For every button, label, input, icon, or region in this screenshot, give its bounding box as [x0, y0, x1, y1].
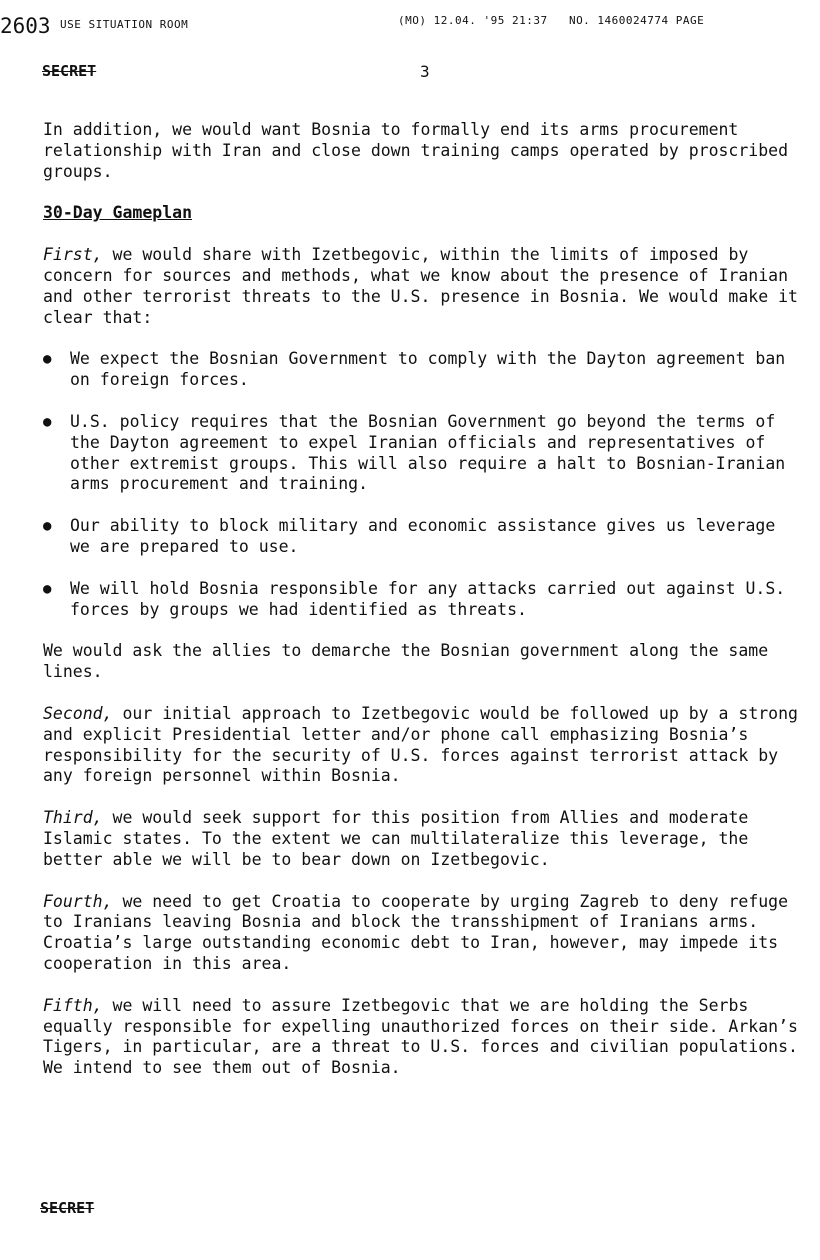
- bullet-text: We will hold Bosnia responsible for any attacks carried out against U.S. forces by groups we had identified as threats.: [70, 578, 786, 619]
- fourth-text: we need to get Croatia to cooperate by urging Zagreb to deny refuge to Iranians leaving Bosnia and block the transshipment of Iranians arms. Croatia’s large outstanding economic debt to Iran, however, may impede its cooperation in this area.: [43, 891, 789, 973]
- page-number: 3: [420, 62, 430, 81]
- fifth-lead: Fifth,: [43, 995, 103, 1015]
- intro-paragraph: In addition, we would want Bosnia to formally end its arms procurement relationship with Iran and close down training camps operated by proscribed groups.: [43, 120, 789, 181]
- bullet-text: U.S. policy requires that the Bosnian Government go beyond the terms of the Dayton agreement to expel Iranian officials and representatives of other extremist groups. This will also require a halt to Bosnian-Iranian arms procurement and training.: [70, 411, 786, 494]
- fourth-lead: Fourth,: [43, 891, 113, 911]
- first-paragraph: [43, 245, 803, 328]
- second-text: our initial approach to Izetbegovic would be followed up by a strong and explicit Presidential letter and/or phone call emphasizing Bosnia’s responsibility for the security of U.S. forces against terrorist attack by any foreign personnel within Bosnia.: [43, 703, 798, 786]
- list-item: [43, 516, 803, 558]
- document-body: [43, 120, 803, 1100]
- second-lead: Second,: [43, 703, 113, 723]
- fax-header: [0, 6, 820, 36]
- bullet-icon: ●: [43, 580, 52, 597]
- list-item: [43, 349, 803, 391]
- fifth-paragraph: [43, 996, 803, 1079]
- third-paragraph: [43, 808, 803, 870]
- fax-header-right: (MO) 12.04. '95 21:37 NO. 1460024774 PAGE: [398, 14, 705, 27]
- list-item: [43, 579, 803, 621]
- bullet-list: [43, 349, 803, 620]
- second-paragraph: [43, 704, 803, 787]
- allies-paragraph: We would ask the allies to demarche the Bosnian government along the same lines.: [43, 641, 769, 682]
- bullet-text: We expect the Bosnian Government to comply with the Dayton agreement ban on foreign forces.: [70, 349, 786, 390]
- first-text: we would share with Izetbegovic, within the limits of imposed by concern for sources and methods, what we know about the presence of Iranian and other terrorist threats to the U.S. presence in Bosnia. We would make it clear that:: [43, 245, 798, 327]
- bullet-icon: ●: [43, 413, 52, 430]
- bullet-icon: ●: [43, 351, 52, 368]
- list-item: [43, 412, 803, 495]
- classification-top: SECRET: [42, 62, 97, 80]
- first-lead: First,: [43, 245, 103, 265]
- bullet-icon: ●: [43, 518, 52, 535]
- third-text: we would seek support for this position from Allies and moderate Islamic states. To the extent we can multilateralize this leverage, the better able we will be to bear down on Izetbegovic.: [43, 808, 749, 869]
- third-lead: Third,: [43, 808, 103, 828]
- fourth-paragraph: [43, 892, 803, 975]
- section-heading: 30-Day Gameplan: [43, 203, 193, 223]
- fifth-text: we will need to assure Izetbegovic that we are holding the Serbs equally responsible for expelling unauthorized forces on their side. Arkan’s Tigers, in particular, are a threat to U.S. forces and civilian populations. We intend to see them out of Bosnia.: [43, 995, 798, 1078]
- fax-header-left: USE SITUATION ROOM: [60, 18, 189, 31]
- bullet-text: Our ability to block military and economic assistance gives us leverage we are prepared to use.: [70, 516, 776, 556]
- classification-bottom: SECRET: [40, 1199, 95, 1217]
- fax-number: 2603: [0, 14, 51, 38]
